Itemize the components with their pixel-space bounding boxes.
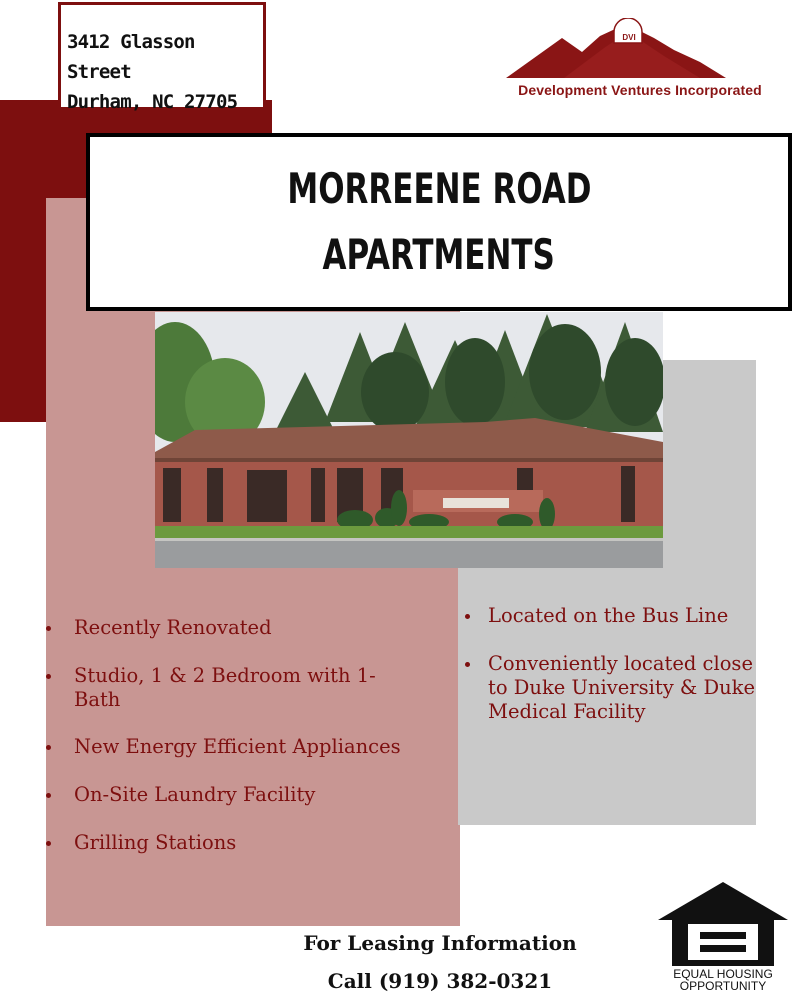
house-icon <box>656 880 790 968</box>
leasing-phone: Call (919) 382-0321 <box>327 969 553 993</box>
bullet-icon <box>46 745 51 750</box>
list-item: On-Site Laundry Facility <box>46 783 460 807</box>
apartment-photo <box>155 312 663 568</box>
address-line-2: Durham, NC 27705 <box>67 91 238 113</box>
address-box <box>58 2 266 113</box>
equal-housing-logo <box>656 880 790 998</box>
bullet-icon <box>46 793 51 798</box>
bullet-icon <box>46 841 51 846</box>
list-item: New Energy Efficient Appliances <box>46 735 460 759</box>
list-item: Recently Renovated <box>46 616 460 640</box>
leasing-heading: For Leasing Information <box>303 931 577 955</box>
bullet-icon <box>46 626 51 631</box>
features-left-list <box>46 616 460 879</box>
bullet-icon <box>465 614 470 619</box>
logo-initials: DVI <box>622 33 636 42</box>
mountain-logo-icon <box>504 18 776 82</box>
list-item: Grilling Stations <box>46 831 460 855</box>
title-line-2: APARTMENTS <box>322 230 556 279</box>
company-name: Development Ventures Incorporated <box>518 82 762 98</box>
address-line-1: 3412 Glasson Street <box>67 31 195 83</box>
list-item: Studio, 1 & 2 Bedroom with 1-Bath <box>46 664 386 712</box>
bullet-icon <box>46 674 51 679</box>
bullet-icon <box>465 662 470 667</box>
equal-housing-line-1: EQUAL HOUSING <box>673 967 773 981</box>
list-item: Conveniently located close to Duke University & Duke Medical Facility <box>460 652 756 724</box>
list-item: Located on the Bus Line <box>460 604 756 628</box>
title-box <box>86 133 792 311</box>
company-logo <box>504 18 776 106</box>
equal-housing-line-2: OPPORTUNITY <box>679 979 767 993</box>
title-line-1: MORREENE ROAD <box>286 164 592 213</box>
features-right-list <box>460 604 756 748</box>
leasing-info <box>240 924 640 1000</box>
